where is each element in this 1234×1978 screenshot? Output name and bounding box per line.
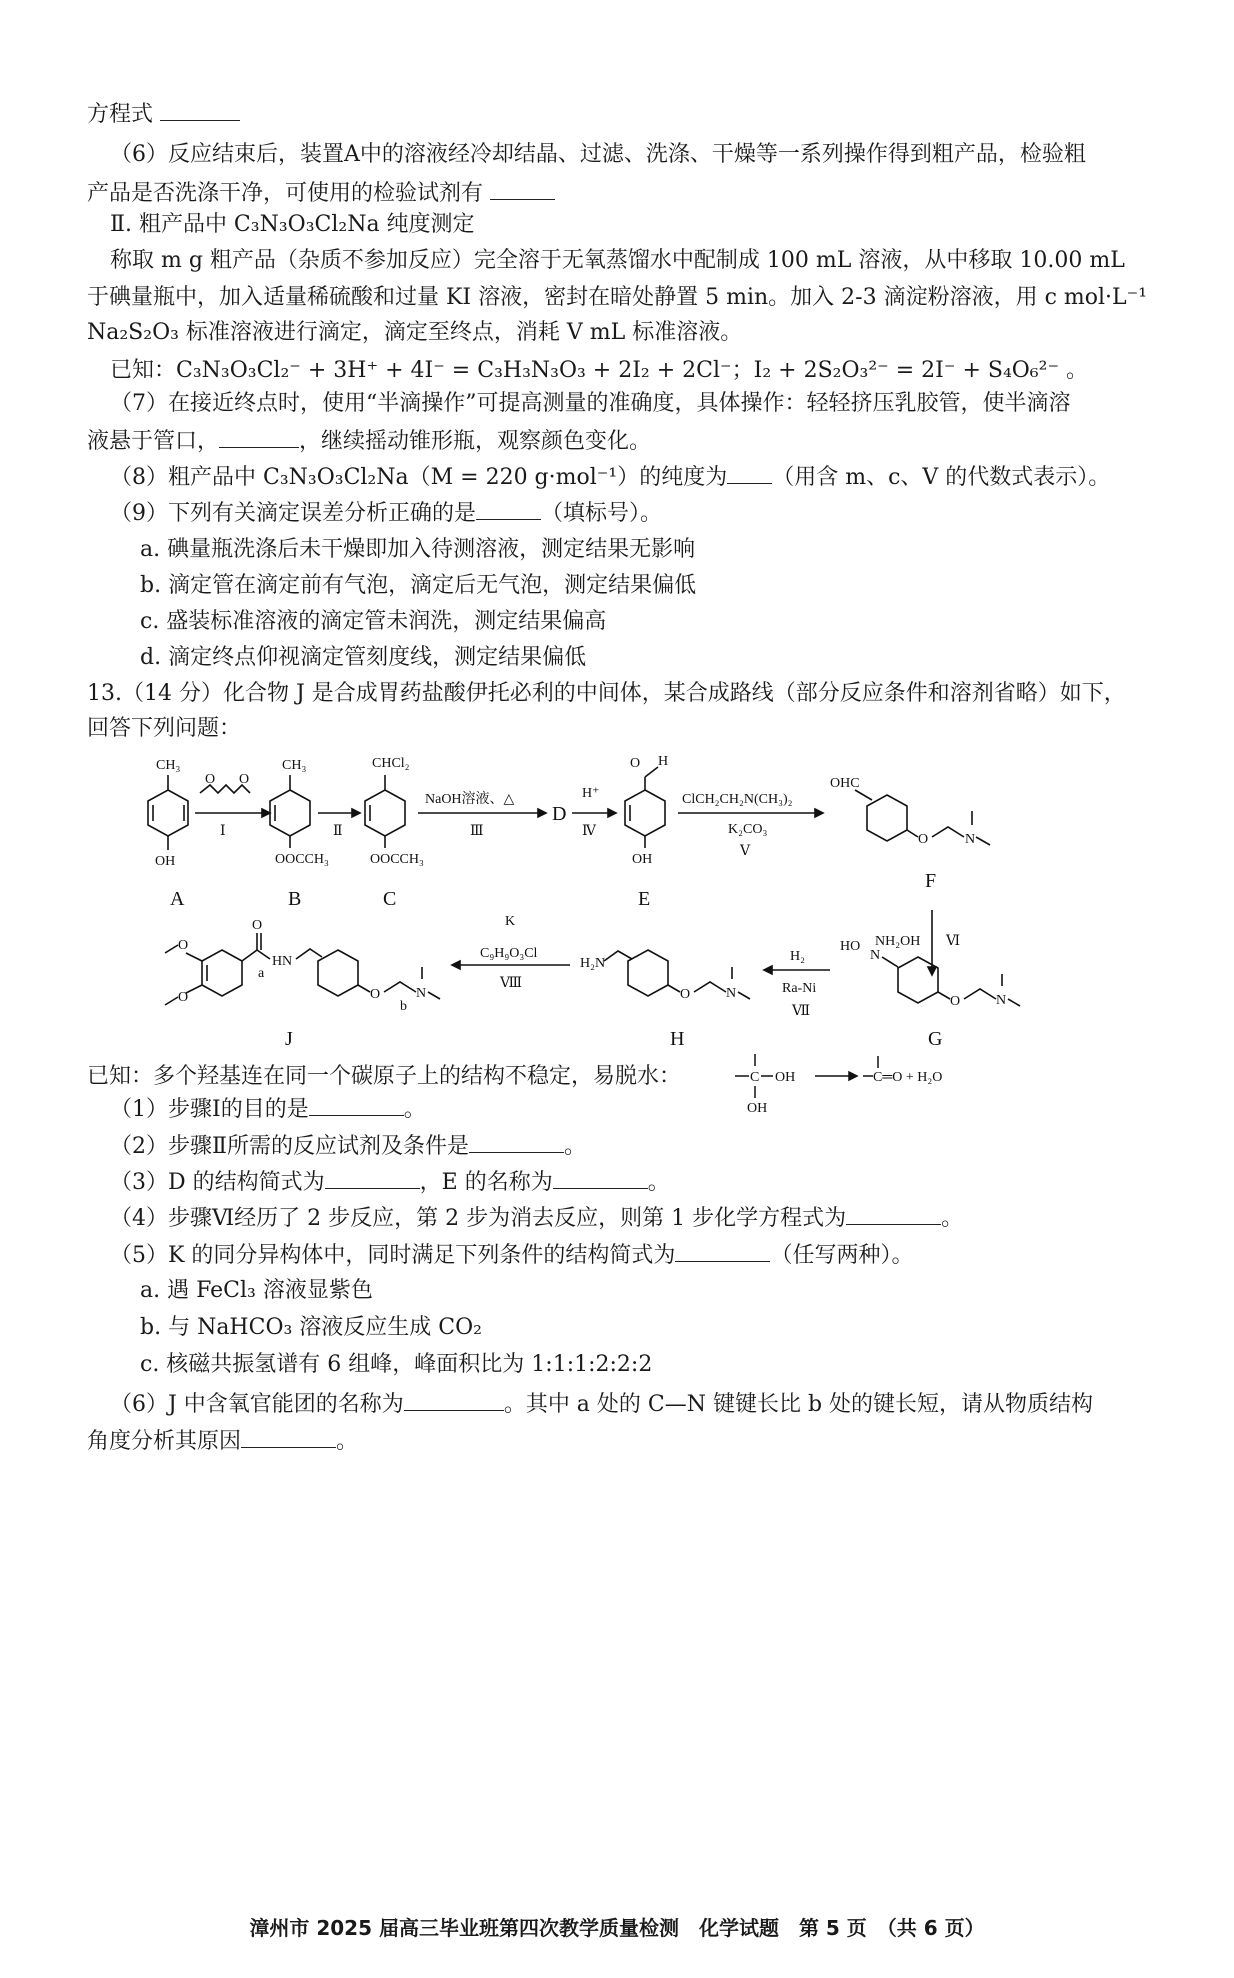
question-13: 13.（14 分）化合物 J 是合成胃药盐酸伊托必利的中间体，某合成路线（部分反应条件和溶剂省略）如下， [87,681,1126,706]
text-line: （6）反应结束后，装置A中的溶液经冷却结晶、过滤、洗涤、干燥等一系列操作得到粗产品，检验粗 [110,142,1086,167]
condition-c: c. 核磁共振氢谱有 6 组峰，峰面积比为 1:1:1:2:2:2 [140,1352,653,1377]
svg-text:CH₃: CH₃ [156,758,181,773]
svg-text:H₂: H₂ [790,949,805,964]
answer-blank[interactable] [476,497,541,520]
synthesis-scheme [0,745,1234,1065]
svg-text:OH: OH [155,854,176,869]
condition-b: b. 与 NaHCO₃ 溶液反应生成 CO₂ [140,1315,482,1340]
svg-text:C: C [383,888,397,910]
svg-text:HO: HO [840,939,861,954]
svg-text:O: O [178,990,189,1005]
compound-E [625,754,668,910]
svg-text:OHC: OHC [830,776,860,791]
question-8: （8）粗产品中 C₃N₃O₃Cl₂Na（M = 220 g·mol⁻¹）的纯度为 （用含 m、c、V 的代数式表示）。 [110,461,1110,493]
known-equations: 已知：C₃N₃O₃Cl₂⁻ + 3H⁺ + 4I⁻ = C₃H₃N₃O₃ + 2I₂ + 2Cl⁻；I₂ + 2S₂O₃²⁻ = 2I⁻ + S₄O₆²⁻ 。 [110,358,1089,383]
page-footer: 漳州市 2025 届高三毕业班第四次教学质量检测 化学试题 第 5 页 （共 6 页） [249,1916,985,1940]
option-a: a. 碘量瓶洗涤后未干燥即加入待测溶液，测定结果无影响 [140,537,696,562]
question-13-4: （4）步骤Ⅵ经历了 2 步反应，第 2 步为消去反应，则第 1 步化学方程式为 。 [110,1202,963,1234]
answer-blank[interactable] [727,461,772,484]
answer-blank[interactable] [846,1202,941,1225]
answer-blank[interactable] [490,177,555,200]
svg-text:NaOH溶液、△: NaOH溶液、△ [425,792,515,807]
dehydration-scheme [725,1048,985,1118]
svg-text:OOCCH₃: OOCCH₃ [370,852,424,867]
text-line: 产品是否洗涤干净，可使用的检验试剂有 [87,177,555,209]
compound-A [148,758,188,910]
svg-text:H: H [670,1028,685,1050]
svg-text:F: F [925,870,937,892]
answer-blank[interactable] [404,1388,504,1411]
step-V [678,792,823,859]
section-heading: Ⅱ. 粗产品中 C₃N₃O₃Cl₂Na 纯度测定 [110,212,475,237]
step-VIII [452,914,570,991]
svg-text:O: O [239,772,250,787]
option-c: c. 盛装标准溶液的滴定管未润洗，测定结果偏高 [140,609,607,634]
svg-text:OH: OH [632,852,653,867]
svg-text:Ⅰ: Ⅰ [220,824,226,839]
answer-blank[interactable] [675,1239,770,1262]
svg-text:OH: OH [747,1101,768,1116]
svg-text:Ⅴ: Ⅴ [740,844,751,859]
answer-blank[interactable] [325,1166,420,1189]
svg-text:O: O [178,938,189,953]
svg-text:N: N [416,986,427,1001]
text-line: Na₂S₂O₃ 标准溶液进行滴定，滴定至终点，消耗 V mL 标准溶液。 [87,320,743,345]
step-III [418,790,546,839]
compound-F [830,776,990,892]
answer-blank[interactable] [309,1093,404,1116]
svg-text:O: O [918,832,929,847]
svg-text:Ⅶ: Ⅶ [792,1004,811,1019]
svg-text:ClCH₂CH₂N(CH₃)₂: ClCH₂CH₂N(CH₃)₂ [682,792,793,807]
compound-J [165,918,440,1050]
question-13-5: （5）K 的同分异构体中，同时满足下列条件的结构简式为 （任写两种）。 [110,1239,913,1271]
svg-text:N: N [996,993,1007,1008]
svg-text:A: A [170,888,185,910]
step-IV [572,786,616,839]
svg-text:E: E [638,888,651,910]
svg-text:Ⅳ: Ⅳ [582,824,596,839]
option-b: b. 滴定管在滴定前有气泡，滴定后无气泡，测定结果偏低 [140,573,697,598]
svg-text:N: N [282,954,293,969]
compound-C [365,756,424,910]
answer-blank[interactable] [469,1130,564,1153]
answer-blank[interactable] [553,1166,648,1189]
svg-text:C₉H₉O₃Cl: C₉H₉O₃Cl [480,946,538,961]
svg-text:OH: OH [775,1070,796,1085]
svg-text:NH₂OH: NH₂OH [875,934,921,949]
svg-text:a: a [258,966,265,981]
svg-text:K: K [505,914,516,929]
svg-text:N: N [965,832,976,847]
svg-text:O: O [370,987,381,1002]
svg-text:H: H [272,954,283,969]
step-VII [764,949,830,1019]
svg-text:C: C [750,1070,760,1085]
svg-text:C═O + H₂O: C═O + H₂O [873,1070,943,1085]
known-note: 已知：多个羟基连在同一个碳原子上的结构不稳定，易脱水： [87,1064,682,1089]
svg-text:CHCl₂: CHCl₂ [372,756,410,771]
answer-blank[interactable] [219,425,299,448]
svg-text:B: B [288,888,302,910]
text-line: 液悬于管口， ，继续摇动锥形瓶，观察颜色变化。 [87,425,651,457]
svg-text:G: G [928,1028,943,1050]
svg-text:Ⅲ: Ⅲ [470,824,484,839]
svg-text:K₂CO₃: K₂CO₃ [728,822,768,837]
svg-text:b: b [400,999,407,1014]
svg-text:O: O [252,918,263,933]
svg-text:H₂N: H₂N [580,956,606,971]
svg-text:H⁺: H⁺ [582,786,600,801]
answer-blank[interactable] [241,1425,336,1448]
answer-blank[interactable] [160,98,240,121]
text-line: 称取 m g 粗产品（杂质不参加反应）完全溶于无氧蒸馏水中配制成 100 mL 溶液，从中移取 10.00 mL [110,248,1125,273]
compound-D: D [552,803,567,825]
step-VI [875,910,960,975]
question-13-2: （2）步骤Ⅱ所需的反应试剂及条件是 。 [110,1130,586,1162]
question-13-3: （3）D 的结构简式为 ，E 的名称为 。 [110,1166,670,1198]
svg-text:N: N [870,948,881,963]
text-line: 于碘量瓶中，加入适量稀硫酸和过量 KI 溶液，密封在暗处静置 5 min。加入 2-3 滴淀粉溶液，用 c mol·L⁻¹ [87,285,1148,310]
text-line: 角度分析其原因 。 [87,1425,358,1457]
step-I [195,772,270,839]
svg-text:Ra-Ni: Ra-Ni [782,981,817,996]
svg-text:O: O [630,756,641,771]
svg-text:Ⅷ: Ⅷ [500,976,523,991]
option-d: d. 滴定终点仰视滴定管刻度线，测定结果偏低 [140,645,587,670]
step-II [318,809,360,839]
svg-text:O: O [950,994,961,1009]
svg-text:H: H [658,754,669,769]
text-line: 方程式 [87,98,240,130]
condition-a: a. 遇 FeCl₃ 溶液显紫色 [140,1278,373,1303]
svg-text:J: J [285,1028,293,1050]
svg-text:N: N [726,986,737,1001]
compound-H [580,950,750,1050]
compound-G [840,939,1020,1050]
svg-text:Ⅱ: Ⅱ [333,824,343,839]
svg-text:CH₃: CH₃ [282,758,307,773]
question-13-1: （1）步骤Ⅰ的目的是 。 [110,1093,426,1125]
question-7: （7）在接近终点时，使用“半滴操作”可提高测量的准确度，具体操作：轻轻挤压乳胶管，使半滴溶 [110,391,1071,416]
svg-text:Ⅵ: Ⅵ [946,934,961,949]
text-line: 回答下列问题： [87,716,242,741]
svg-text:OOCCH₃: OOCCH₃ [275,852,329,867]
svg-text:O: O [205,772,216,787]
question-13-6: （6）J 中含氧官能团的名称为 。其中 a 处的 C—N 键键长比 b 处的键长短，请从物质结构 [110,1388,1093,1420]
svg-text:O: O [680,987,691,1002]
compound-B [270,758,329,910]
question-9: （9）下列有关滴定误差分析正确的是 （填标号）。 [110,497,662,529]
